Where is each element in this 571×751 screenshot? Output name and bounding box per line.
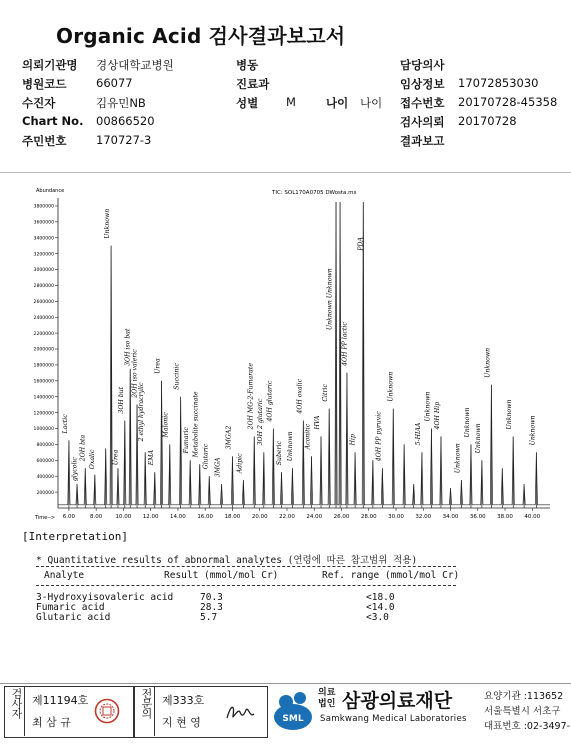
label-receipt-no: 접수번호	[400, 96, 445, 110]
y-tick-label: 1600000	[33, 379, 54, 385]
x-tick-label: 36.00	[469, 514, 486, 520]
label-doctor: 담당의사	[400, 58, 445, 72]
label-hospital-code: 병원코드	[22, 77, 67, 91]
value-receipt-no: 20170728-45358	[458, 95, 558, 109]
quantitative-subtitle: * Quantitative results of abnormal analytes (연령에 따른 참고범위 적용)	[36, 555, 418, 566]
y-tick-label: 1200000	[33, 411, 54, 417]
label-chart-no: Chart No.	[22, 114, 84, 128]
y-tick-label: 2200000	[33, 331, 54, 337]
report-footer	[0, 683, 571, 751]
peak-annotation: PDA	[357, 237, 365, 251]
footer-info-line: 요양기관 :113652	[484, 691, 564, 702]
chromatogram	[10, 180, 558, 522]
value-requester: 경상대학교병원	[96, 58, 174, 72]
label-test-request: 검사의뢰	[400, 115, 445, 129]
interpretation-title: [Interpretation]	[22, 530, 128, 543]
peak-annotation: Malonic	[162, 412, 170, 438]
peak-annotation: Unknown	[529, 415, 537, 446]
seal-stamp-icon	[94, 698, 120, 724]
x-tick-label: 34.00	[442, 514, 459, 520]
peak-annotation: Glutaric	[202, 443, 210, 470]
logo-text: SML	[282, 714, 304, 724]
patient-header	[0, 52, 571, 152]
value-patient: 김유민NB	[96, 96, 146, 110]
x-tick-label: 20.00	[251, 514, 268, 520]
x-tick-label: 30.00	[388, 514, 404, 520]
peak-annotation: 3MGA	[214, 457, 222, 478]
table-row-ref: <18.0	[366, 592, 395, 603]
peak-annotation: 2 ethyl hydracrylic	[138, 382, 146, 442]
table-row-ref: <14.0	[366, 602, 395, 613]
peak-annotation: Hip	[349, 434, 357, 446]
peak-annotation: Unknown	[387, 371, 395, 402]
label-clinical-info: 임상정보	[400, 77, 445, 91]
peak-annotation: Unknown	[474, 423, 482, 454]
label-result-report: 결과보고	[400, 134, 445, 148]
peak-annotation: 5-HIAA	[414, 422, 422, 446]
x-tick-label: 38.00	[497, 514, 513, 520]
peak-annotation: Fumaric	[183, 427, 191, 454]
peak-annotation: Unknown	[484, 347, 492, 378]
x-tick-label: 16.00	[197, 514, 214, 520]
peak-annotation: 4OH PP lactic	[341, 322, 349, 366]
y-tick-label: 200000	[36, 490, 54, 496]
value-resident-no: 170727-3	[96, 133, 152, 147]
peak-annotation: Unknown	[454, 443, 462, 474]
org-english-name: Samkwang Medical Laboratories	[320, 714, 467, 724]
y-tick-label: 3600000	[33, 220, 54, 226]
peak-annotation: Oxalic	[89, 449, 97, 470]
chart-xlabel: Time-->	[35, 515, 56, 521]
peak-annotation: Aconitic	[304, 423, 312, 450]
footer-info-line: 서울특별시 서초구	[484, 706, 561, 717]
value-test-request: 20170728	[458, 114, 517, 128]
signer-name-technician: 최 삼 규	[32, 716, 71, 729]
peak-annotation: 2OH iso valeric	[131, 349, 139, 398]
x-tick-label: 6.00	[62, 514, 76, 520]
peak-annotation: 3MGA2	[225, 425, 233, 450]
x-tick-label: 28.00	[360, 514, 377, 520]
org-prefix: 의료법인	[318, 688, 336, 709]
label-department: 진료과	[236, 77, 270, 91]
peak-annotation: Citric	[322, 384, 330, 402]
col-header-analyte: Analyte	[44, 570, 85, 581]
y-tick-label: 1800000	[33, 363, 54, 369]
y-tick-label: 3800000	[33, 204, 54, 210]
table-row-ref: <3.0	[366, 612, 389, 623]
peak-annotation: Metabolite succinate	[192, 391, 200, 458]
signature-icon	[224, 700, 260, 724]
value-chart-no: 00866520	[96, 114, 155, 128]
y-tick-label: 2800000	[33, 284, 54, 290]
signer-license-technician: 제11194호	[32, 694, 89, 707]
x-tick-label: 14.00	[170, 514, 186, 520]
y-tick-label: 600000	[36, 459, 54, 465]
value-sex: M	[286, 95, 296, 109]
table-row-result: 5.7	[200, 612, 218, 623]
y-tick-label: 3200000	[33, 252, 54, 258]
peak-annotation: 3OH 2 glutaric	[256, 398, 264, 446]
x-tick-label: 32.00	[415, 514, 432, 520]
table-row-analyte: Fumaric acid	[36, 602, 105, 613]
peak-annotation: Unknown	[506, 399, 514, 430]
x-tick-label: 18.00	[224, 514, 241, 520]
value-clinical-info: 17072853030	[458, 76, 539, 90]
table-row-analyte: 3-Hydroxyisovaleric acid	[36, 592, 174, 603]
table-rule-top	[36, 566, 456, 567]
x-tick-label: 24.00	[306, 514, 323, 520]
peak-annotation: 4OH PP pyruvic	[375, 411, 383, 462]
col-header-ref: Ref. range (mmol/mol Cr)	[322, 570, 460, 581]
table-row-result: 28.3	[200, 602, 223, 613]
label-age: 나이	[326, 96, 349, 110]
chart-title: TIC: SOL170A0705 DWosta.ms	[272, 190, 357, 196]
sml-logo-icon	[272, 688, 314, 732]
y-tick-label: 2400000	[33, 315, 54, 321]
signer-license-specialist: 제333호	[162, 694, 205, 707]
y-tick-label: 3400000	[33, 236, 54, 242]
peak-annotation: Urea	[112, 449, 120, 466]
x-tick-label: 40.00	[524, 514, 541, 520]
peak-annotation: Unknown	[424, 391, 432, 422]
signer-role-specialist: 전문의	[140, 688, 153, 718]
value-age: 나이	[360, 96, 383, 110]
label-requester: 의뢰기관명	[22, 58, 78, 72]
peak-annotation: Suberic	[275, 441, 283, 466]
peak-annotation: Unknown	[104, 208, 112, 239]
peak-annotation: Adipic	[236, 453, 244, 474]
org-name: 삼광의료재단	[342, 690, 453, 712]
peak-annotation: glycolic	[71, 457, 79, 482]
x-tick-label: 26.00	[333, 514, 350, 520]
label-patient: 수진자	[22, 96, 56, 110]
label-ward: 병동	[236, 58, 259, 72]
peak-annotation: Unknown Unknown	[326, 268, 334, 331]
peak-annotation: 4OH glutaric	[266, 380, 274, 422]
peak-annotation: Lactic	[61, 414, 69, 434]
peak-annotation: HVA	[314, 415, 322, 430]
peak-annotation: Succinic	[173, 363, 181, 390]
label-sex: 성별	[236, 96, 259, 110]
col-header-result: Result (mmol/mol Cr)	[164, 570, 279, 581]
table-row-analyte: Glutaric acid	[36, 612, 111, 623]
signer-name-specialist: 지 현 영	[162, 716, 201, 729]
table-rule-mid	[36, 585, 456, 586]
y-tick-label: 400000	[36, 474, 54, 480]
x-tick-label: 22.00	[279, 514, 295, 520]
value-hospital-code: 66077	[96, 76, 133, 90]
label-resident-no: 주민번호	[22, 134, 67, 148]
peak-annotation: 3OH iso bat	[124, 328, 132, 366]
x-tick-label: 12.00	[142, 514, 159, 520]
y-tick-label: 2600000	[33, 300, 54, 306]
peak-annotation: 3OH but	[117, 386, 125, 414]
peak-annotation: 4OH oxalic	[296, 378, 304, 414]
peak-annotation: 2OH MG-2-Fumarate	[247, 362, 255, 430]
footer-info-line: 대표번호 :02-3497-	[484, 721, 571, 732]
signer-role-technician: 검사자	[10, 688, 23, 718]
peak-annotation: Unknown	[286, 431, 294, 462]
peak-annotation: 2OH bta	[79, 434, 87, 462]
peak-annotation: Unknown	[463, 407, 471, 438]
y-tick-label: 2000000	[33, 347, 54, 353]
report-title: Organic Acid 검사결과보고서	[56, 24, 346, 48]
x-tick-label: 10.00	[115, 514, 132, 520]
chart-ylabel: Abundance	[36, 188, 65, 194]
peak-annotation: 4OH Hip	[433, 401, 441, 430]
header-divider	[0, 172, 571, 173]
chromatogram-svg	[10, 180, 558, 522]
y-tick-label: 3000000	[33, 268, 54, 274]
peak-annotation: Urea	[154, 358, 162, 374]
x-tick-label: 8.00	[90, 514, 103, 520]
y-tick-label: 1000000	[33, 427, 54, 433]
peak-annotation: EMA	[147, 449, 155, 466]
y-tick-label: 800000	[36, 443, 54, 449]
table-row-result: 70.3	[200, 592, 223, 603]
y-tick-label: 1400000	[33, 395, 54, 401]
